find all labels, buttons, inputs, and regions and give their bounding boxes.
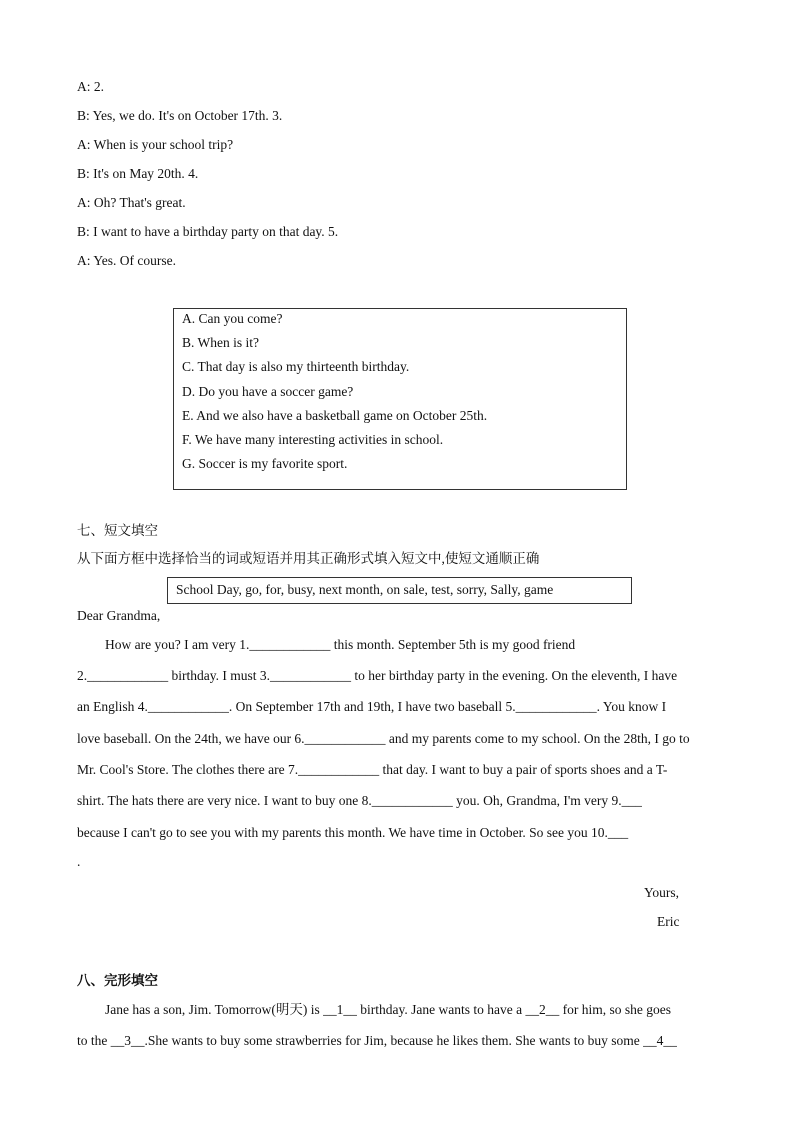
section-instruction: 从下面方框中选择恰当的词或短语并用其正确形式填入短文中,使短文通顺正确 xyxy=(77,551,540,566)
passage-line: love baseball. On the 24th, we have our 6.____________ and my parents come to my school. On the 28th, I go to xyxy=(77,731,690,746)
dialogue-line: B: Yes, we do. It's on October 17th. 3. xyxy=(77,108,283,123)
section-title: 七、短文填空 xyxy=(77,523,158,538)
option-item: E. And we also have a basketball game on October 25th. xyxy=(182,408,488,423)
dialogue-line: B: It's on May 20th. 4. xyxy=(77,166,199,181)
option-item: D. Do you have a soccer game? xyxy=(182,384,354,399)
letter-closing: Yours, xyxy=(644,885,680,900)
section-title: 八、完形填空 xyxy=(77,973,158,988)
passage-line: Mr. Cool's Store. The clothes there are 7.____________ that day. I want to buy a pair of sports shoes and a T- xyxy=(77,762,668,777)
passage-line: . xyxy=(77,854,81,869)
letter-greeting: Dear Grandma, xyxy=(77,608,161,623)
dialogue-line: A: When is your school trip? xyxy=(77,137,234,152)
passage-line: 2.____________ birthday. I must 3.____________ to her birthday party in the evening. On the eleventh, I have xyxy=(77,668,678,683)
passage-line: shirt. The hats there are very nice. I want to buy one 8.____________ you. Oh, Grandma, I'm very 9.___ xyxy=(77,793,642,808)
passage-line: an English 4.____________. On September 17th and 19th, I have two baseball 5.____________. You know I xyxy=(77,699,667,714)
dialogue-line: A: Oh? That's great. xyxy=(77,195,186,210)
option-item: G. Soccer is my favorite sport. xyxy=(182,456,348,471)
word-box xyxy=(167,577,632,604)
option-item: F. We have many interesting activities in school. xyxy=(182,432,444,447)
passage-line: How are you? I am very 1.____________ this month. September 5th is my good friend xyxy=(105,637,576,652)
dialogue-line: A: Yes. Of course. xyxy=(77,253,176,268)
word-box-text: School Day, go, for, busy, next month, on sale, test, sorry, Sally, game xyxy=(176,582,554,597)
dialogue-line: A: 2. xyxy=(77,79,104,94)
option-item: B. When is it? xyxy=(182,335,259,350)
passage-line: Jane has a son, Jim. Tomorrow(明天) is __1__ birthday. Jane wants to have a __2__ for him, so she goes xyxy=(105,1002,671,1017)
letter-signature: Eric xyxy=(657,914,680,929)
dialogue-line: B: I want to have a birthday party on that day. 5. xyxy=(77,224,339,239)
option-item: C. That day is also my thirteenth birthday. xyxy=(182,359,410,374)
passage-line: because I can't go to see you with my parents this month. We have time in October. So see you 10.___ xyxy=(77,825,629,840)
options-box xyxy=(173,308,627,490)
passage-line: to the __3__.She wants to buy some strawberries for Jim, because he likes them. She wants to buy some __4__ xyxy=(77,1033,677,1048)
option-item: A. Can you come? xyxy=(182,311,283,326)
